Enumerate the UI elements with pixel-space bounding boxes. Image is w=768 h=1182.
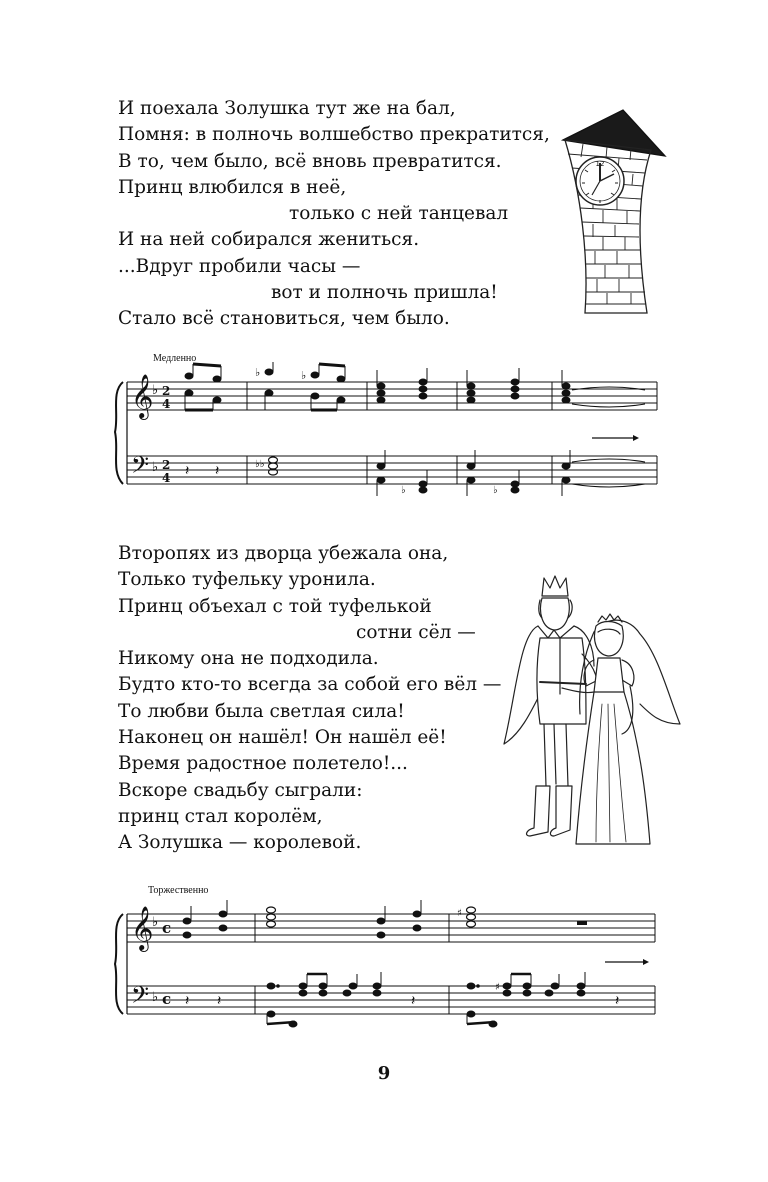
verse-line: В то, чем было, всё вновь превратится. [118,150,502,172]
tie [572,404,645,407]
time-signature-top: 2 [162,384,171,398]
music-score-2 [105,896,665,1036]
verse-line: Наконец он нашёл! Он нашёл её! [118,727,447,749]
half-note [267,914,276,920]
prince-body [537,638,586,724]
verse-line: сотни сёл — [356,621,476,643]
note [337,376,345,382]
svg-text:♭♭: ♭♭ [255,459,265,470]
half-note [269,457,278,463]
tie [572,484,645,487]
page-number: 9 [377,1063,391,1084]
verse-line: только с ней танцевал [289,203,509,225]
note [311,372,319,378]
bride-head [595,622,624,657]
grand-staff-brace [115,914,123,1014]
prince-legs [544,724,568,786]
note [311,393,319,399]
half-note [267,921,276,927]
stanza-1 [118,96,550,333]
treble-staff [127,382,657,410]
verse-line: Только туфельку уронила. [118,569,376,591]
treble-clef: 𝄞 [131,906,154,950]
half-note [467,907,476,913]
bass-clef: 𝄢 [131,981,150,1014]
time-signature-common: c [162,990,172,1008]
verse-line: Стало всё становиться, чем было. [118,308,450,330]
half-note [267,907,276,913]
verse-line: А Золушка — королевой. [118,832,362,854]
music-score-1 [105,362,665,502]
verse-line: вот и полночь пришла! [271,282,498,304]
clock-tower-illustration [555,108,675,318]
verse-line: Вскоре свадьбу сыграли: [118,779,363,801]
tower-roof [563,110,665,156]
rest: 𝄽 [217,993,222,1009]
verse-line: принц стал королём, [118,805,323,827]
rest: 𝄽 [615,993,620,1009]
verse-line: Принц объехал с той туфелькой [118,595,432,617]
grand-staff-brace [115,382,123,484]
tie [572,387,645,390]
svg-text:♭: ♭ [493,485,498,496]
note [337,397,345,403]
half-note [467,914,476,920]
key-flat: ♭ [152,915,159,930]
half-note [467,921,476,927]
note [265,390,273,396]
note [185,373,193,379]
verse-line: И на ней собирался жениться. [118,229,420,251]
rest: 𝄽 [411,993,416,1009]
half-rest [577,921,587,925]
accidental-flat: ♭ [301,369,307,382]
key-flat: ♭ [152,990,159,1005]
verse-line: Второпях из дворца убежала она, [118,543,449,564]
time-signature-bottom: 4 [162,397,171,411]
treble-staff [127,914,655,942]
bass-staff [127,986,655,1014]
note [213,376,221,382]
half-note [269,463,278,469]
note [265,369,273,375]
key-flat: ♭ [152,460,159,475]
prince-boot [550,786,572,836]
svg-text:♭: ♭ [401,485,406,496]
stanza-2 [118,541,501,857]
rest: 𝄽 [215,463,220,479]
prince-and-bride-illustration [490,574,690,850]
tie [572,459,645,462]
verse-line: Будто кто-то всегда за собой его вёл — [118,674,502,696]
key-flat: ♭ [152,383,159,398]
time-signature-common: c [162,919,172,937]
time-signature-bottom: 4 [162,471,171,485]
prince-cape [504,626,540,744]
rest: 𝄽 [185,993,190,1009]
prince-head [541,598,570,630]
rest: 𝄽 [185,463,190,479]
crown [542,576,568,596]
verse-line: Время радостное полетело!... [118,753,408,775]
accidental-flat: ♭ [255,366,261,379]
svg-text:♯: ♯ [457,908,462,919]
prince-boot [527,786,550,836]
verse-line: Принц влюбился в неё, [118,176,347,198]
verse-line: Помня: в полночь волшебство прекратится, [118,124,550,146]
verse-line: То любви была светлая сила! [118,700,405,722]
verse-line: Никому она не подходила. [118,648,379,670]
note [185,390,193,396]
clock-numeral: 12 [595,160,605,168]
bass-staff [127,456,657,484]
verse-line: И поехала Золушка тут же на бал, [118,98,456,119]
bass-clef: 𝄢 [131,451,150,484]
tempo-marking: Торжественно [148,885,209,896]
tempo-marking: Медленно [153,353,197,364]
time-signature-top: 2 [162,458,171,472]
verse-line: ...Вдруг пробили часы — [118,255,361,277]
svg-text:♯: ♯ [495,982,500,993]
treble-clef: 𝄞 [131,374,154,418]
note [213,397,221,403]
